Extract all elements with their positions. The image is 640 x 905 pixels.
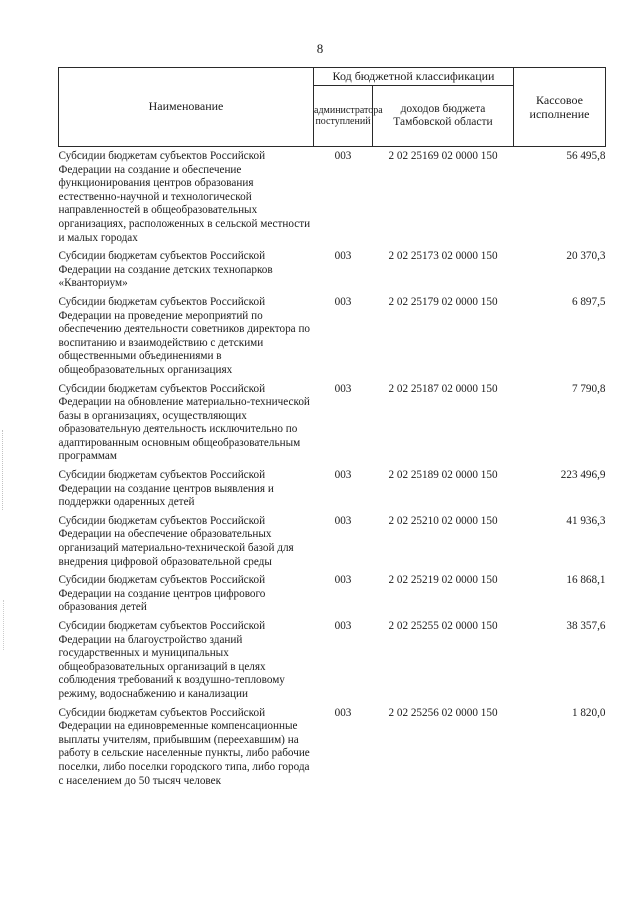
row-name: Субсидии бюджетам субъектов Российской Федерации на благоустройство зданий государственных и муниципальных общеобразовательных организаций в целях соблюдения требований к воздушно-тепловому режиму, водоснабжению и канализации bbox=[58, 620, 285, 700]
header-cash-execution: Кассовое исполнение bbox=[514, 68, 606, 147]
row-name: Субсидии бюджетам субъектов Российской Федерации на создание центров выявления и поддержки одаренных детей bbox=[58, 469, 274, 509]
row-name: Субсидии бюджетам субъектов Российской Федерации на создание детских технопарков «Кванториум» bbox=[58, 250, 273, 290]
table-row bbox=[59, 617, 606, 704]
row-admin-code: 003 bbox=[334, 620, 352, 632]
scan-artifact bbox=[3, 600, 6, 650]
row-income-code: 2 02 25255 02 0000 150 bbox=[388, 620, 498, 632]
table-header bbox=[59, 68, 606, 147]
budget-table bbox=[58, 67, 606, 790]
page-number: 8 bbox=[316, 41, 324, 56]
row-admin-code: 003 bbox=[334, 250, 352, 263]
row-income-code: 2 02 25187 02 0000 150 bbox=[388, 382, 498, 395]
table-row bbox=[59, 512, 606, 571]
row-income-code: 2 02 25189 02 0000 150 bbox=[388, 469, 498, 482]
row-admin-code: 003 bbox=[334, 469, 352, 482]
row-income-code: 2 02 25256 02 0000 150 bbox=[388, 706, 498, 719]
header-budget-code: Код бюджетной классификации bbox=[314, 68, 514, 86]
row-income-code: 2 02 25169 02 0000 150 bbox=[388, 150, 498, 162]
row-admin-code: 003 bbox=[334, 150, 352, 162]
row-amount: 6 897,5 bbox=[571, 295, 606, 308]
table-row bbox=[59, 380, 606, 467]
row-income-code: 2 02 25219 02 0000 150 bbox=[388, 574, 498, 587]
row-amount: 16 868,1 bbox=[566, 574, 606, 587]
row-amount: 38 357,6 bbox=[566, 620, 606, 632]
row-name: Субсидии бюджетам субъектов Российской Федерации на создание центров цифрового образования детей bbox=[58, 574, 266, 614]
table-row bbox=[59, 704, 606, 791]
row-admin-code: 003 bbox=[334, 574, 352, 587]
row-amount: 20 370,3 bbox=[566, 250, 606, 263]
row-name: Субсидии бюджетам субъектов Российской Федерации на проведение мероприятий по обеспечению деятельности советников директора по воспитанию и взаимодействию с детскими общественными объединениями в общеобразовательных организациях bbox=[58, 295, 311, 376]
table-row bbox=[59, 466, 606, 512]
row-name: Субсидии бюджетам субъектов Российской Федерации на обновление материально-технической базы в организациях, осуществляющих образовательную деятельность исключительно по адаптированным основным общеобразовательным программам bbox=[58, 382, 310, 463]
header-name: Наименование bbox=[59, 68, 314, 147]
table-row bbox=[59, 147, 606, 248]
row-amount: 41 936,3 bbox=[566, 514, 606, 527]
row-admin-code: 003 bbox=[334, 295, 352, 308]
row-name: Субсидии бюджетам субъектов Российской Федерации на обеспечение образовательных организаций материально-технической базой для внедрения цифровой образовательной среды bbox=[58, 514, 294, 568]
row-income-code: 2 02 25179 02 0000 150 bbox=[388, 295, 498, 308]
table-body bbox=[59, 147, 606, 791]
scan-artifact bbox=[2, 430, 6, 510]
row-admin-code: 003 bbox=[334, 706, 352, 719]
header-income: доходов бюджета Тамбовской области bbox=[373, 86, 514, 147]
row-amount: 56 495,8 bbox=[566, 150, 606, 162]
table-row bbox=[59, 571, 606, 617]
row-admin-code: 003 bbox=[334, 514, 352, 527]
row-amount: 223 496,9 bbox=[560, 469, 606, 482]
row-amount: 7 790,8 bbox=[571, 382, 606, 395]
table-row bbox=[59, 293, 606, 380]
header-administrator: администратора поступлений bbox=[314, 86, 373, 147]
row-name: Субсидии бюджетам субъектов Российской Федерации на единовременные компенсационные выплаты учителям, прибывшим (переехавшим) на работу в сельские населенные пункты, либо рабочие поселки, либо поселки городского типа, либо города с населением до 50 тысяч человек bbox=[58, 706, 310, 787]
table-row bbox=[59, 247, 606, 293]
row-income-code: 2 02 25210 02 0000 150 bbox=[388, 514, 498, 527]
row-amount: 1 820,0 bbox=[571, 706, 606, 719]
row-admin-code: 003 bbox=[334, 382, 352, 395]
row-income-code: 2 02 25173 02 0000 150 bbox=[388, 250, 498, 263]
row-name: Субсидии бюджетам субъектов Российской Федерации на создание и обеспечение функционирования центров образования естественно-научной и технологической направленностей в общеобразовательных организациях, расположенных в сельской местности и малых городах bbox=[58, 150, 311, 244]
